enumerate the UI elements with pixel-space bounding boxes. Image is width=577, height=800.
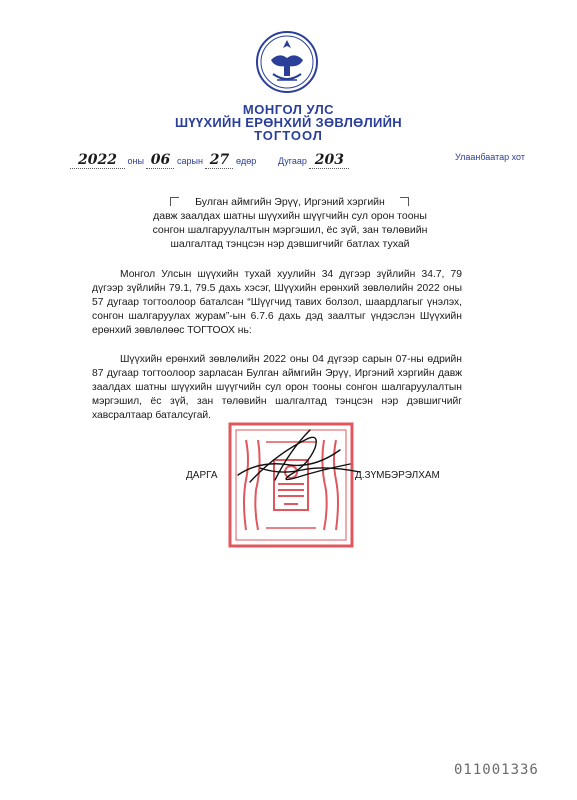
signature-role: ДАРГА [186, 470, 218, 481]
date-year: 2022 [70, 152, 125, 169]
date-month-suffix: сарын [177, 156, 203, 166]
state-emblem-icon [255, 30, 319, 94]
title-line-3: сонгон шалгаруулалтын мэргэшил, ёс зүй, зан төлөвийн [152, 224, 428, 236]
date-block [70, 152, 256, 169]
date-month: 06 [146, 152, 174, 169]
number-block [278, 152, 349, 169]
header-line-1: МОНГОЛ УЛС [242, 102, 335, 117]
header-line-2: ШҮҮХИЙН ЕРӨНХИЙ ЗӨВЛӨЛИЙН [175, 115, 402, 130]
header-line-3: ТОГТООЛ [254, 128, 323, 143]
number-value: 203 [309, 152, 349, 169]
handwritten-signature [220, 420, 370, 495]
title-line-4: шалгалтад тэнцсэн нэр дэвшигчийг батлах тухай [170, 238, 410, 250]
date-day-suffix: өдөр [235, 156, 257, 166]
number-label: Дугаар [278, 156, 307, 166]
city-label: Улаанбаатар хот [455, 152, 525, 162]
body-paragraph-1: Монгол Улсын шүүхийн тухай хуулийн 34 дүгээр зүйлийн 34.7, 79 дүгээр зүйлийн 79.1, 79.5 дахь хэсэг, Шүүхийн ерөнхий зөвлөлийн 2022 оны 57 дугаар тогтоолоор баталсан “Шүүгчид тавих болзол, шаардлагыг үнэлэх, сонгон шалгаруулах журам”-ын 6.7.6 дахь дэд заалтыг үндэслэн Шүүхийн ерөнхий зөвлөлөөс ТОГТООХ нь: [92, 269, 462, 336]
body-paragraph-2: Шүүхийн ерөнхий зөвлөлийн 2022 оны 04 дүгээр сарын 07-ны өдрийн 87 дугаар тогтоолоор зарласан Булган аймгийн Эрүү, Иргэний хэргийн давж заалдах шатны шүүхийн шүүгчийн сул орон тооны сонгон шалгаруулалтын мэргэшил, ёс зүй, зан төлөвийн шалгалтад тэнцсэн нэр дэвшигчийг хавсралтаар баталсугай. [92, 354, 462, 421]
title-line-1: Булган аймгийн Эрүү, Иргэний хэргийн [195, 196, 385, 208]
date-year-suffix: оны [127, 156, 144, 166]
date-day: 27 [205, 152, 233, 169]
serial-number: 011001336 [454, 762, 539, 778]
document-title [140, 195, 440, 251]
title-line-2: давж заалдах шатны шүүхийн шүүгчийн сул орон тооны [153, 210, 427, 222]
signature-name: Д.ЗҮМБЭРЭЛХАМ [355, 470, 440, 481]
